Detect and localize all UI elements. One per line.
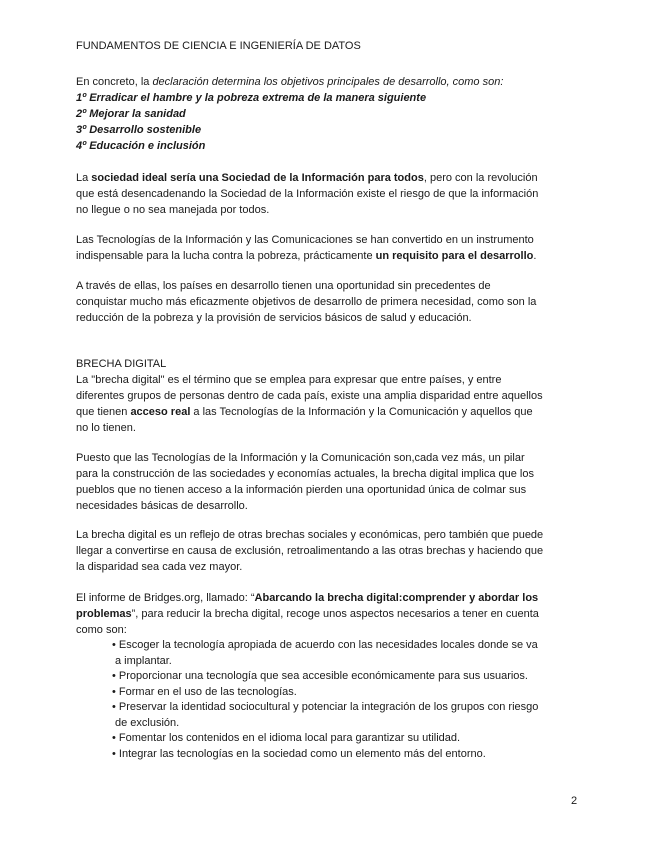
bold-phrase: acceso real [130, 406, 191, 418]
intro-line [76, 74, 581, 90]
paragraph-reflejo [76, 527, 581, 575]
paragraph-line: no lo tienen. [76, 422, 136, 434]
paragraph-line: pueblos que no tienen acceso a la información pierden una oportunidad única de colmar sus [76, 484, 527, 496]
paragraph-line: reducción de la pobreza y la provisión de servicios básicos de salud y educación. [76, 312, 472, 324]
paragraph-line [76, 590, 581, 606]
paragraph-line: no llegue o no sea manejada por todos. [76, 204, 270, 216]
paragraph-line [76, 606, 581, 622]
paragraph-line: como son: [76, 624, 127, 636]
list-item: • Escoger la tecnología apropiada de acuerdo con las necesidades locales donde se va [112, 639, 538, 651]
intro-lead: En concreto, la [76, 76, 153, 88]
text-span: que tienen [76, 406, 131, 418]
intro-italic: declaración determina los objetivos principales de desarrollo, como son: [152, 76, 504, 88]
text-span: , pero con la revolución [423, 172, 538, 184]
bold-phrase: problemas [76, 608, 132, 620]
paragraph-line [76, 248, 581, 264]
paragraph-line: que está desencadenando la Sociedad de la Información existe el riesgo de que la información [76, 188, 539, 200]
paragraph-line [76, 170, 581, 186]
text-span: El informe de Bridges.org, llamado: “ [76, 592, 255, 604]
paragraph-line: Las Tecnologías de la Información y las Comunicaciones se han convertido en un instrumento [76, 234, 534, 246]
paragraph-line: la disparidad sea cada vez mayor. [76, 561, 243, 573]
page-number: 2 [571, 795, 578, 807]
intro-paragraph [76, 74, 581, 154]
list-item: • Formar en el uso de las tecnologías. [112, 686, 297, 698]
text-span: a las Tecnologías de la Información y la Comunicación y aquellos que [190, 406, 533, 418]
paragraph-line: necesidades básicas de desarrollo. [76, 500, 248, 512]
objective-item: 1º Erradicar el hambre y la pobreza extrema de la manera siguiente [76, 92, 427, 104]
text-span: La [76, 172, 92, 184]
paragraph-line: A través de ellas, los países en desarrollo tienen una oportunidad sin precedentes de [76, 280, 491, 292]
paragraph-line: llegar a convertirse en causa de exclusión, retroalimentando a las otras brechas y haciendo que [76, 545, 544, 557]
objective-item: 4º Educación e inclusión [76, 140, 206, 152]
text-span: . [533, 250, 537, 262]
paragraph-line: para la construcción de las sociedades y economías actuales, la brecha digital implica que los [76, 468, 534, 480]
text-span: ”, para reducir la brecha digital, recoge unos aspectos necesarios a tener en cuenta [131, 608, 539, 620]
paragraph-line [76, 404, 581, 420]
paragraph-tecnologias [76, 232, 581, 264]
paragraph-sociedad-ideal [76, 170, 581, 218]
paragraph-brecha-definicion [76, 372, 581, 436]
list-item-continuation: de exclusión. [115, 717, 180, 729]
page-header: FUNDAMENTOS DE CIENCIA E INGENIERÍA DE DATOS [76, 40, 361, 52]
bold-phrase: sociedad ideal sería una Sociedad de la Información para todos [91, 172, 424, 184]
paragraph-line: conquistar mucho más eficazmente objetivos de desarrollo de primera necesidad, como son la [76, 296, 537, 308]
paragraph-line: diferentes grupos de personas dentro de cada país, existe una amplia disparidad entre aquellos [76, 390, 543, 402]
section-title: BRECHA DIGITAL [76, 358, 167, 370]
list-item: • Proporcionar una tecnología que sea accesible económicamente para sus usuarios. [112, 670, 528, 682]
paragraph-bridges-informe [76, 590, 581, 638]
paragraph-paises-desarrollo [76, 278, 581, 326]
list-item-continuation: a implantar. [115, 655, 172, 667]
paragraph-line: Puesto que las Tecnologías de la Información y la Comunicación son,cada vez más, un pilar [76, 452, 525, 464]
paragraph-pilar [76, 450, 581, 514]
bold-phrase: un requisito para el desarrollo [375, 250, 534, 262]
bold-phrase: Abarcando la brecha digital:comprender y abordar los [254, 592, 539, 604]
paragraph-line: La brecha digital es un reflejo de otras brechas sociales y económicas, pero también que puede [76, 529, 544, 541]
objective-item: 3º Desarrollo sostenible [76, 124, 202, 136]
paragraph-line: La "brecha digital" es el término que se emplea para expresar que entre países, y entre [76, 374, 502, 386]
list-item: • Fomentar los contenidos en el idioma local para garantizar su utilidad. [112, 732, 461, 744]
text-span: indispensable para la lucha contra la pobreza, prácticamente [76, 250, 376, 262]
list-item: • Preservar la identidad sociocultural y potenciar la integración de los grupos con riesgo [112, 701, 539, 713]
list-item: • Integrar las tecnologías en la sociedad como un elemento más del entorno. [112, 748, 486, 760]
objective-item: 2º Mejorar la sanidad [76, 108, 186, 120]
